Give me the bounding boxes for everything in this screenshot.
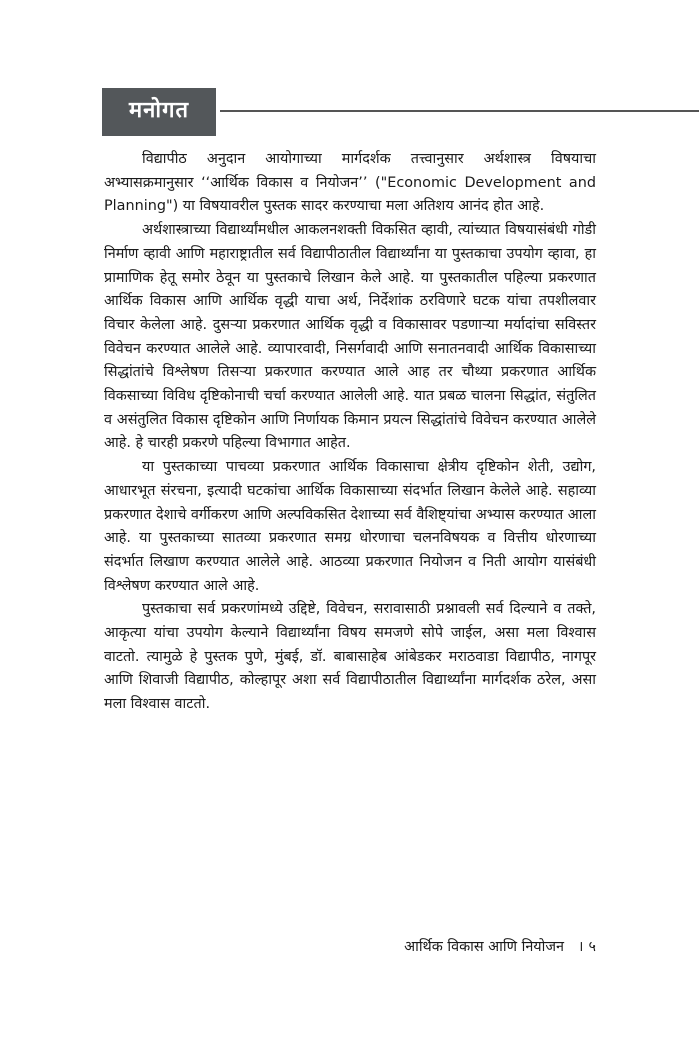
page-number: ५ bbox=[588, 939, 596, 955]
footer-book-title: आर्थिक विकास आणि नियोजन bbox=[404, 939, 565, 955]
paragraph-3: या पुस्तकाच्या पाचव्या प्रकरणात आर्थिक विकासाचा क्षेत्रीय दृष्टिकोन शेती, उद्योग, आधारभूत संरचना, इत्यादी घटकांचा आर्थिक विकासाच्या संदर्भात लिखान केलेले आहे. सहाव्या प्रकरणात देशाचे वर्गीकरण आणि अल्पविकसित देशाच्या सर्व वैशिष्ट्यांचा अभ्यास करण्यात आला आहे. या पुस्तकाच्या सातव्या प्रकरणात समग्र धोरणाचा चलनविषयक व वित्तीय धोरणाच्या संदर्भात लिखाण करण्यात आलेले आहे. आठव्या प्रकरणात नियोजन व निती आयोग यासंबंधी विश्लेषण करण्यात आले आहे. bbox=[104, 459, 596, 594]
paragraph-4: पुस्तकाचा सर्व प्रकरणांमध्ये उद्दिष्टे, विवेचन, सरावासाठी प्रश्नावली सर्व दिल्याने व तक्ते, आकृत्या यांचा उपयोग केल्याने विद्यार्थ्यांना विषय समजणे सोपे जाईल, असा मला विश्वास वाटतो. त्यामुळे हे पुस्तक पुणे, मुंबई, डॉ. बाबासाहेब आंबेडकर मराठवाडा विद्यापीठ, नागपूर आणि शिवाजी विद्यापीठ, कोल्हापूर अशा सर्व विद्यापीठातील विद्यार्थ्यांना मार्गदर्शक ठरेल, असा मला विश्वास वाटतो. bbox=[104, 601, 596, 713]
section-heading bbox=[102, 88, 699, 136]
heading-label: मनोगत bbox=[102, 88, 216, 136]
heading-rule bbox=[220, 110, 699, 112]
paragraph-2: अर्थशास्त्राच्या विद्यार्थ्यांमधील आकलनशक्ती विकसित व्हावी, त्यांच्यात विषयासंबंधी गोडी निर्माण व्हावी आणि महाराष्ट्रातील सर्व विद्यापीठातील विद्यार्थ्यांना या पुस्तकाचा उपयोग व्हावा, हा प्रामाणिक हेतू समोर ठेवून या पुस्तकाचे लिखान केले आहे. या पुस्तकातील पहिल्या प्रकरणात आर्थिक विकास आणि आर्थिक वृद्धी याचा अर्थ, निर्देशांक ठरविणारे घटक यांचा तपशीलवार विचार केलेला आहे. दुसऱ्या प्रकरणात आर्थिक वृद्धी व विकासावर पडणाऱ्या मर्यादांचा सविस्तर विवेचन करण्यात आलेले आहे. व्यापारवादी, निसर्गवादी आणि सनातनवादी आर्थिक विकासाच्या सिद्धांतांचे विश्लेषण तिसऱ्या प्रकरणात करण्यात आले आह तर चौथ्या प्रकरणात आर्थिक विकसाच्या विविध दृष्टिकोनाची चर्चा करण्यात आलेली आहे. यात प्रबळ चालना सिद्धांत, संतुलित व असंतुलित विकास दृष्टिकोन आणि निर्णायक किमान प्रयत्न सिद्धांतांचे विवेचन करण्यात आलेले आहे. हे चारही प्रकरणे पहिल्या विभागात आहेत. bbox=[104, 222, 596, 452]
paragraph-1: विद्यापीठ अनुदान आयोगाच्या मार्गदर्शक तत्त्वानुसार अर्थशास्त्र विषयाचा अभ्यासक्रमानुसार ‘‘आर्थिक विकास व नियोजन’’ ("Economic Development and Planning") या विषयावरील पुस्तक सादर करण्याचा मला अतिशय आनंद होत आहे. bbox=[104, 151, 596, 215]
page-footer bbox=[300, 935, 596, 959]
footer-separator: । bbox=[578, 939, 584, 955]
body-text bbox=[104, 148, 596, 717]
